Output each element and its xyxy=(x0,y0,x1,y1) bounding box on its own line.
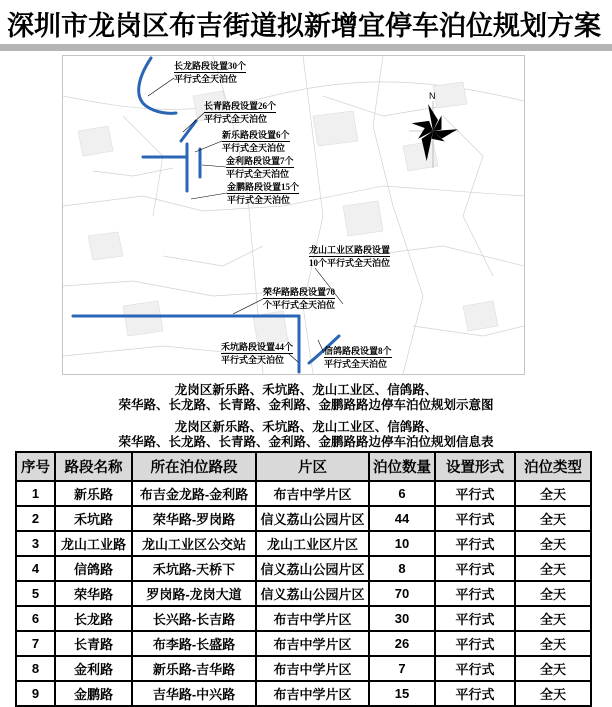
table-cell: 布吉中学片区 xyxy=(256,631,369,656)
table-row xyxy=(16,506,591,531)
table-cell: 全天 xyxy=(515,681,591,706)
table-caption-line2: 荣华路、长龙路、长青路、金利路、金鹏路路边停车泊位规划信息表 xyxy=(118,435,494,449)
table-cell: 长青路 xyxy=(55,631,132,656)
table-header xyxy=(16,452,591,481)
table-cell: 长兴路-长吉路 xyxy=(132,606,256,631)
table-header-row xyxy=(16,452,591,481)
table-cell: 平行式 xyxy=(435,681,515,706)
table-cell: 平行式 xyxy=(435,481,515,506)
table-cell: 信鸽路 xyxy=(55,556,132,581)
table-cell: 龙山工业区片区 xyxy=(256,531,369,556)
table-cell: 15 xyxy=(369,681,435,706)
column-header: 片区 xyxy=(256,452,369,481)
table-cell: 全天 xyxy=(515,506,591,531)
column-header: 所在泊位路段 xyxy=(132,452,256,481)
column-header: 泊位数量 xyxy=(369,452,435,481)
table-body xyxy=(16,481,591,706)
table-row xyxy=(16,681,591,706)
table-caption xyxy=(0,420,612,450)
table-row xyxy=(16,556,591,581)
column-header: 序号 xyxy=(16,452,55,481)
table-caption-line1: 龙岗区新乐路、禾坑路、龙山工业区、信鸽路、 xyxy=(174,420,438,434)
table-cell: 金鹏路 xyxy=(55,681,132,706)
map-annotation: 长青路段设置26个 平行式全天泊位 xyxy=(204,101,277,124)
map-annotation: 新乐路段设置6个 平行式全天泊位 xyxy=(222,130,290,153)
table-cell: 布李路-长盛路 xyxy=(132,631,256,656)
page-title: 深圳市龙岗区布吉街道拟新增宜停车泊位规划方案 xyxy=(7,11,601,41)
table-cell: 新乐路-吉华路 xyxy=(132,656,256,681)
table-cell: 全天 xyxy=(515,556,591,581)
table-cell: 平行式 xyxy=(435,581,515,606)
parking-info-table xyxy=(15,451,592,707)
table-cell: 8 xyxy=(16,656,55,681)
table-cell: 新乐路 xyxy=(55,481,132,506)
table-cell: 44 xyxy=(369,506,435,531)
map-annotation: 龙山工业区路段设置 10个平行式全天泊位 xyxy=(309,245,391,268)
table-cell: 罗岗路-龙岗大道 xyxy=(132,581,256,606)
table-cell: 8 xyxy=(369,556,435,581)
map-annotation: 长龙路段设置30个 平行式全天泊位 xyxy=(174,61,247,84)
title-divider xyxy=(0,44,612,51)
table-cell: 5 xyxy=(16,581,55,606)
table-cell: 平行式 xyxy=(435,631,515,656)
table-row xyxy=(16,606,591,631)
table-cell: 26 xyxy=(369,631,435,656)
table-cell: 禾坑路 xyxy=(55,506,132,531)
table-cell: 6 xyxy=(16,606,55,631)
map-annotation: 荣华路路段设置70 个平行式全天泊位 xyxy=(263,287,336,310)
column-header: 路段名称 xyxy=(55,452,132,481)
map-annotation: 金利路段设置7个 平行式全天泊位 xyxy=(226,156,294,179)
table-cell: 全天 xyxy=(515,631,591,656)
map-caption-line2: 荣华路、长龙路、长青路、金利路、金鹏路路边停车泊位规划示意图 xyxy=(118,398,494,412)
table-cell: 龙山工业区公交站 xyxy=(132,531,256,556)
table-cell: 平行式 xyxy=(435,556,515,581)
table-row xyxy=(16,531,591,556)
table-cell: 3 xyxy=(16,531,55,556)
table-cell: 70 xyxy=(369,581,435,606)
table-cell: 龙山工业路 xyxy=(55,531,132,556)
table-cell: 平行式 xyxy=(435,656,515,681)
table-cell: 布吉中学片区 xyxy=(256,681,369,706)
map-artwork xyxy=(63,56,524,374)
table-cell: 10 xyxy=(369,531,435,556)
table-cell: 9 xyxy=(16,681,55,706)
map-caption-line1: 龙岗区新乐路、禾坑路、龙山工业区、信鸽路、 xyxy=(174,383,438,397)
table-cell: 平行式 xyxy=(435,506,515,531)
table-cell: 全天 xyxy=(515,606,591,631)
table-cell: 全天 xyxy=(515,581,591,606)
table-cell: 4 xyxy=(16,556,55,581)
table-cell: 7 xyxy=(369,656,435,681)
table-row xyxy=(16,481,591,506)
table-cell: 布吉金龙路-金利路 xyxy=(132,481,256,506)
table-cell: 全天 xyxy=(515,481,591,506)
table-cell: 6 xyxy=(369,481,435,506)
map-caption xyxy=(0,383,612,413)
table-row xyxy=(16,581,591,606)
table-row xyxy=(16,631,591,656)
table-cell: 布吉中学片区 xyxy=(256,481,369,506)
table-cell: 全天 xyxy=(515,531,591,556)
table-cell: 平行式 xyxy=(435,531,515,556)
map-annotation: 金鹏路段设置15个 平行式全天泊位 xyxy=(227,182,300,205)
table-cell: 信义荔山公园片区 xyxy=(256,556,369,581)
table-cell: 30 xyxy=(369,606,435,631)
map-annotation: 禾坑路段设置44个 平行式全天泊位 xyxy=(221,342,294,365)
table-cell: 布吉中学片区 xyxy=(256,606,369,631)
column-header: 泊位类型 xyxy=(515,452,591,481)
table-cell: 1 xyxy=(16,481,55,506)
map-annotation: 信鸽路段设置8个 平行式全天泊位 xyxy=(324,346,392,369)
table-cell: 长龙路 xyxy=(55,606,132,631)
table-cell: 金利路 xyxy=(55,656,132,681)
north-label: N xyxy=(429,91,436,101)
table-cell: 平行式 xyxy=(435,606,515,631)
planning-map xyxy=(62,55,525,375)
table-cell: 布吉中学片区 xyxy=(256,656,369,681)
table-cell: 信义荔山公园片区 xyxy=(256,581,369,606)
table-cell: 荣华路 xyxy=(55,581,132,606)
table-cell: 7 xyxy=(16,631,55,656)
table-cell: 全天 xyxy=(515,656,591,681)
table-cell: 信义荔山公园片区 xyxy=(256,506,369,531)
table-cell: 吉华路-中兴路 xyxy=(132,681,256,706)
table-cell: 禾坑路-天桥下 xyxy=(132,556,256,581)
table-cell: 荣华路-罗岗路 xyxy=(132,506,256,531)
table-row xyxy=(16,656,591,681)
column-header: 设置形式 xyxy=(435,452,515,481)
table-cell: 2 xyxy=(16,506,55,531)
